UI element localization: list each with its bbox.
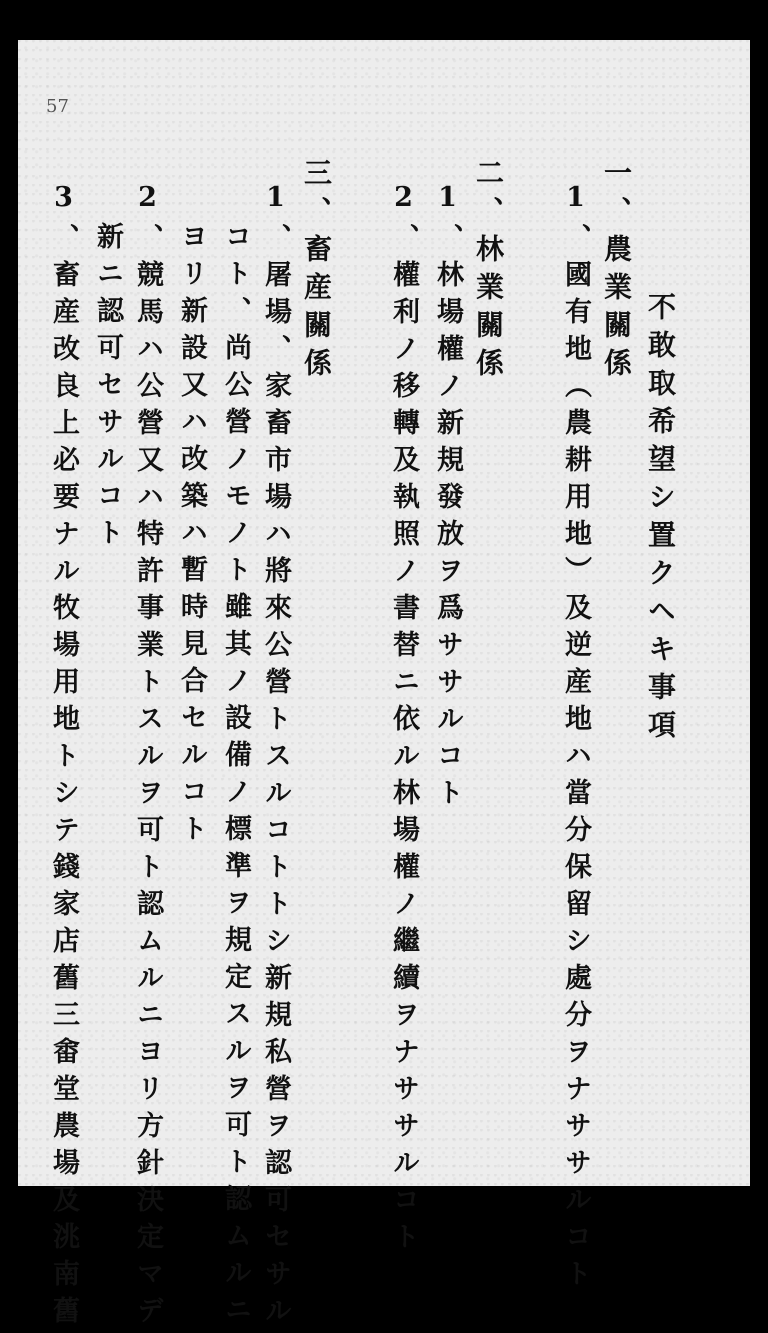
page-number: 57 — [46, 96, 69, 117]
paragraph-livestock-1-cont: コト、尚公營ノモノト雖其ノ設備ノ標準ヲ規定スルヲ可ト認ムルニ — [220, 222, 251, 1332]
paragraph-livestock-2-cont: 新ニ認可セサルコト — [92, 222, 123, 555]
paragraph-livestock-1-cont2: ヨリ新設又ハ改築ハ暫時見合セルコト — [176, 222, 207, 851]
section-heading-forestry: 二、林業關係 — [472, 158, 505, 386]
section-heading-agriculture: 一、農業關係 — [600, 158, 633, 386]
paragraph-agriculture-1: 1、國有地（農耕用地）及逆産地ハ當分保留シ處分ヲナササルコト — [560, 182, 591, 1296]
section-heading-livestock: 三、畜産關係 — [300, 158, 333, 386]
document-title: 不敢取希望シ置クヘキ事項 — [644, 292, 677, 748]
paragraph-livestock-3: 3、畜産改良上必要ナル牧場用地トシテ錢家店舊三畬堂農場及洮南舊 — [48, 182, 79, 1333]
paragraph-forestry-1: 1、林場權ノ新規發放ヲ爲ササルコト — [432, 182, 463, 815]
paragraph-forestry-2: 2、權利ノ移轉及執照ノ書替ニ依ル林場權ノ繼續ヲナササルコト — [388, 182, 419, 1259]
document-page — [18, 40, 750, 1333]
paragraph-livestock-1: 1、屠場、家畜市場ハ將來公營トスルコトトシ新規私營ヲ認可セサル — [260, 182, 291, 1333]
paragraph-livestock-2: 2、競馬ハ公營又ハ特許事業トスルヲ可ト認ムルニヨリ方針決定マデ — [132, 182, 163, 1333]
